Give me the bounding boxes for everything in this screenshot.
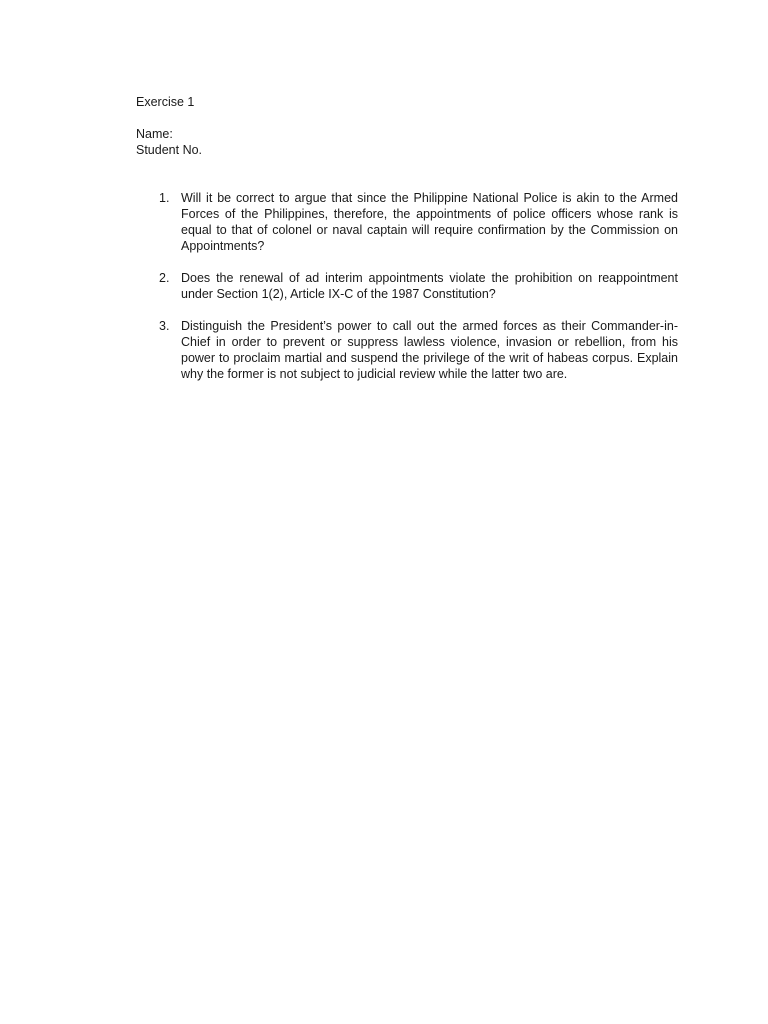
question-item-2: [136, 270, 678, 302]
document-header: [136, 94, 202, 158]
question-item-1: [136, 190, 678, 254]
question-list: [136, 190, 678, 398]
header-spacer: [136, 110, 202, 126]
question-text: Does the renewal of ad interim appointments violate the prohibition on reappointment under Section 1(2), Article IX-C of the 1987 Constitution?: [181, 271, 678, 301]
question-text: Will it be correct to argue that since the Philippine National Police is akin to the Armed Forces of the Philippines, therefore, the appointments of police officers whose rank is equal to that of colonel or naval captain will require confirmation by the Commission on Appointments?: [181, 191, 678, 253]
question-item-3: [136, 318, 678, 382]
student-no-label: Student No.: [136, 143, 203, 157]
question-text: Distinguish the President’s power to call out the armed forces as their Commander-in-Chief in order to prevent or suppress lawless violence, invasion or rebellion, from his power to proclaim martial and suspend the privilege of the writ of habeas corpus. Explain why the former is not subject to judicial review while the latter two are.: [181, 319, 678, 381]
exercise-title: Exercise 1: [136, 95, 195, 109]
question-number: 2.: [159, 271, 170, 285]
question-number: 1.: [159, 191, 170, 205]
name-label: Name:: [136, 127, 173, 141]
question-number: 3.: [159, 319, 170, 333]
